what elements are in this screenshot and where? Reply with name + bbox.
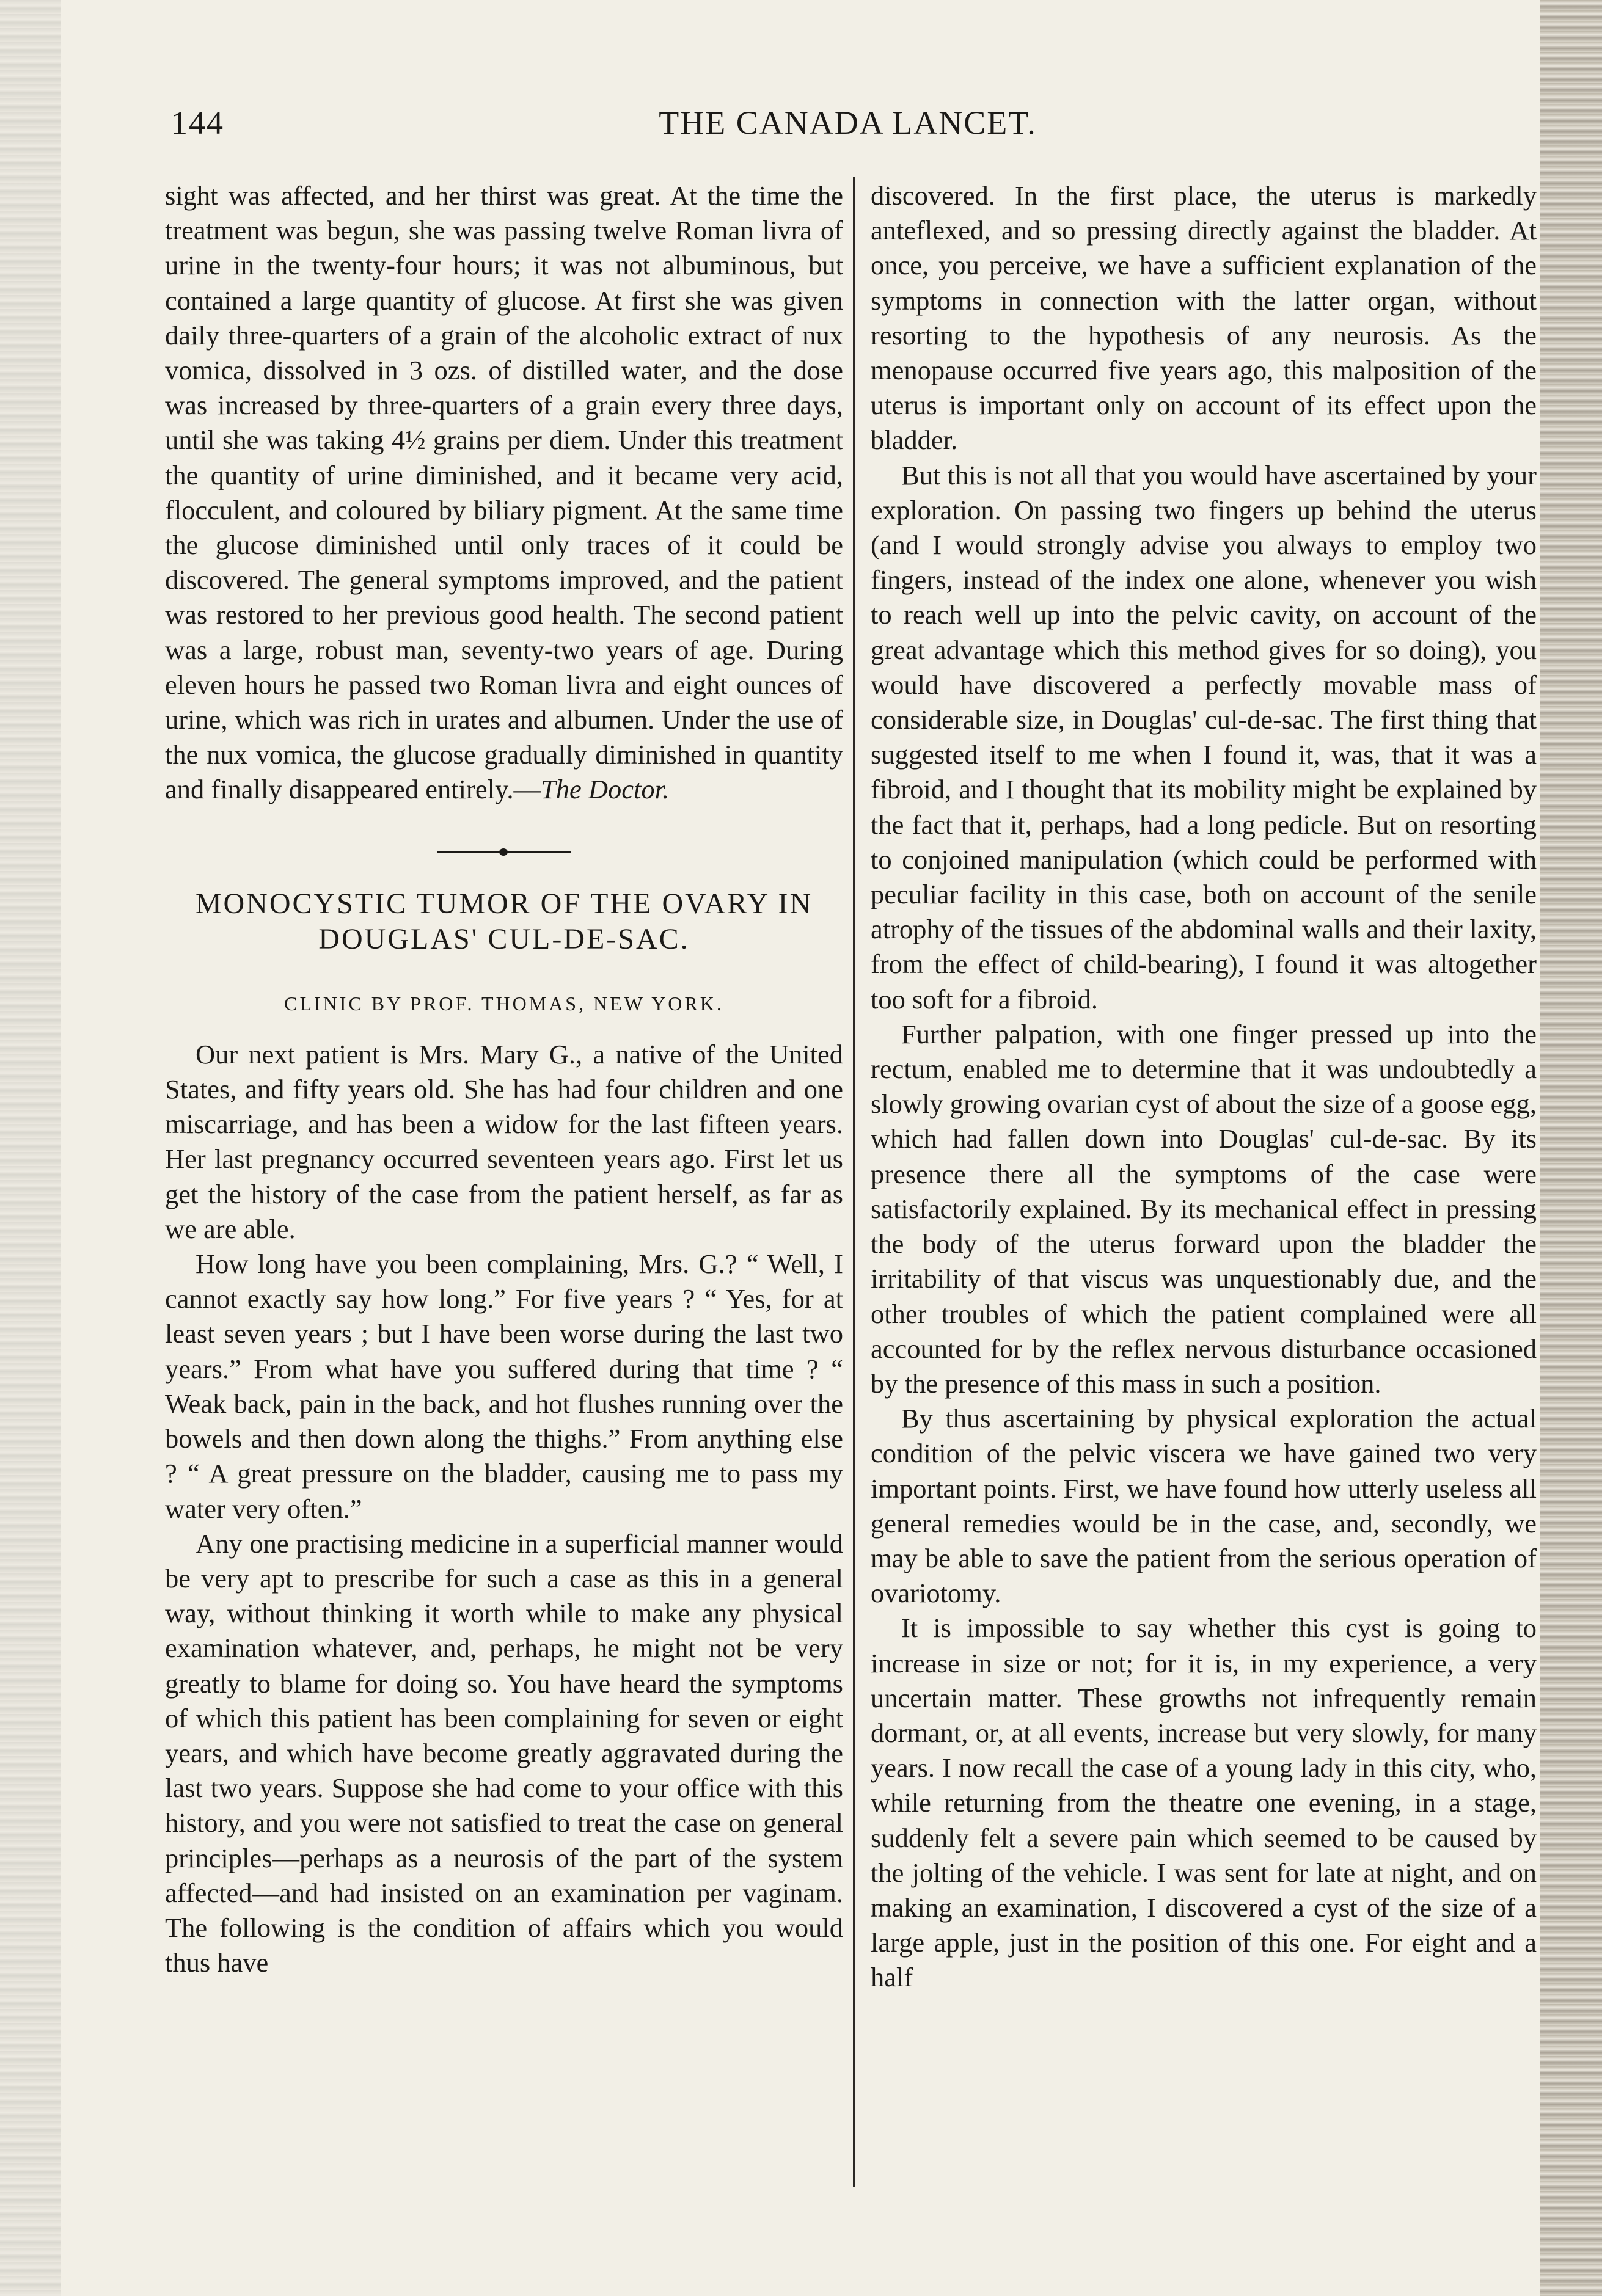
source-credit: The Doctor. — [540, 774, 670, 805]
left-column — [165, 178, 843, 1980]
page-edge-right — [1540, 0, 1602, 2296]
body-paragraph: It is impossible to say whether this cyst is going to increase in size or not; for it is, in my experience, a very uncertain matter. These growths not infrequently remain dormant, or, at all events, increase but very slowly, for many years. I now recall the case of a young lady in this city, who, while returning from the theatre one evening, in a stage, suddenly felt a severe pain which seemed to be caused by the jolting of the vehicle. I was sent for late at night, and on making an examination, I discovered a cyst of the size of a large apple, just in the position of this one. For eight and a half — [871, 1613, 1537, 1993]
article-byline: CLINIC BY PROF. THOMAS, NEW YORK. — [284, 992, 724, 1015]
running-header — [165, 104, 1531, 159]
body-paragraph: How long have you been complaining, Mrs. G.? “ Well, I cannot exactly say how long.” For five years ? “ Yes, for at least seven years ; but I have been worse during the last two years.” From what have you suffered during that time ? “ Weak back, pain in the back, and hot flushes running over the bowels and then down along the thighs.” From anything else ? “ A great pressure on the bladder, causing me to pass my water very often.” — [165, 1248, 843, 1524]
body-paragraph: discovered. In the first place, the uterus is markedly anteflexed, and so pressing directly against the bladder. At once, you perceive, we have a sufficient explanation of the symptoms in connection with the latter organ, without resorting to the hypothesis of any neurosis. As the menopause occurred five years ago, this malposition of the uterus is important only on account of its effect upon the bladder. — [871, 180, 1537, 456]
body-paragraph: Our next patient is Mrs. Mary G., a native of the United States, and fifty years old. She has had four children and one miscarriage, and has been a widow for the last fifteen years. Her last pregnancy occurred seventeen years ago. First let us get the history of the case from the patient herself, as far as we are able. — [165, 1038, 843, 1244]
article-title: MONOCYSTIC TUMOR OF THE OVARY IN DOUGLAS' CUL-DE-SAC. — [195, 887, 813, 955]
continued-text: sight was affected, and her thirst was great. At the time the treatment was begun, she was passing twelve Roman livra of urine in the twenty-four hours; it was not albuminous, but contained a large quantity of glucose. At first she was given daily three-quarters of a grain of the alcoholic extract of nux vomica, dissolved in 3 ozs. of distilled water, and the dose was increased by three-quarters of a grain every three days, until she was taking 4½ grains per diem. Under this treatment the quantity of urine diminished, and it became very acid, flocculent, and coloured by biliary pigment. At the same time the glucose diminished until only traces of it could be discovered. The general symptoms improved, and the patient was restored to her previous good health. The second patient was a large, robust man, seventy-two years of age. During eleven hours he passed two Roman livra and eight ounces of urine, which was rich in urates and albumen. Under the use of the nux vomica, the glucose gradually diminished in quantity and finally disappeared entirely.— — [165, 180, 843, 805]
continued-paragraph — [165, 178, 843, 807]
column-rule — [853, 177, 855, 2187]
page-number: 144 — [171, 104, 224, 141]
body-paragraph: Further palpation, with one finger pressed up into the rectum, enabled me to determine that it was undoubtedly a slowly growing ovarian cyst of about the size of a goose egg, which had fallen down into Douglas' cul-de-sac. By its presence there all the symptoms of the case were satisfactorily explained. By its mechanical effect in pressing the body of the uterus forward upon the bladder the irritability of that viscus was unquestionably due, and the other troubles of which the patient complained were all accounted for by the reflex nervous disturbance occasioned by the presence of this mass in such a position. — [871, 1018, 1537, 1399]
body-paragraph: Any one practising medicine in a superficial manner would be very apt to prescribe for such a case as this in a general way, without thinking it worth while to make any physical examination whatever, and, perhaps, he might not be very greatly to blame for doing so. You have heard the symptoms of which this patient has been complaining for seven or eight years, and which have become greatly aggravated during the last two years. Suppose she had come to your office with this history, and you were not satisfied to treat the case on general principles—perhaps as a neurosis of the part of the system affected—and had insisted on an examination per vaginam. The following is the condition of affairs which you would thus have — [165, 1528, 843, 1978]
section-divider — [437, 851, 571, 853]
page-gutter-left — [0, 0, 61, 2296]
body-paragraph: By thus ascertaining by physical exploration the actual condition of the pelvic viscera we have gained two very important points. First, we have found how utterly useless all general remedies would be in the case, and, secondly, we may be able to save the patient from the serious operation of ovariotomy. — [871, 1403, 1537, 1609]
journal-title: THE CANADA LANCET. — [659, 104, 1037, 141]
right-column — [871, 178, 1537, 1995]
body-paragraph: But this is not all that you would have ascertained by your exploration. On passing two fingers up behind the uterus (and I would strongly advise you always to employ two fingers, instead of the index one alone, whenever you wish to reach well up into the pelvic cavity, on account of the great advantage which this method gives for so doing), you would have discovered a perfectly movable mass of considerable size, in Douglas' cul-de-sac. The first thing that suggested itself to me when I found it, was, that it was a fibroid, and I thought that its mobility might be explained by the fact that it, perhaps, had a long pedicle. But on resorting to conjoined manipulation (which could be performed with peculiar facility in this case, both on account of the senile atrophy of the tissues of the abdominal walls and their laxity, from the effect of child-bearing), I found it was altogether too soft for a fibroid. — [871, 459, 1537, 1015]
